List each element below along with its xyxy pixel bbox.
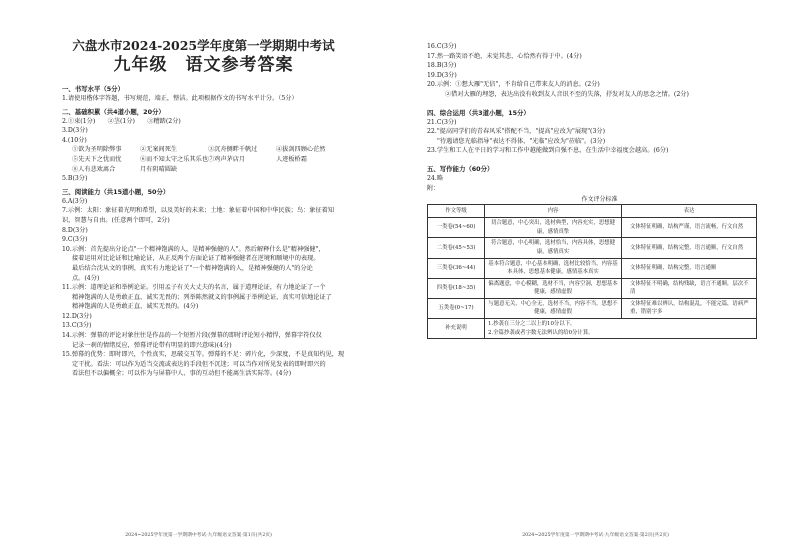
answer-3: 3.D(3分) xyxy=(62,127,88,135)
poem-item: 月有阴晴圆缺 xyxy=(140,165,178,173)
answer-15-cont: 看法但不以偏概全；可以作为与屏幕中人、事的互动但不能离生活实际等。(4分) xyxy=(72,370,292,378)
table-row xyxy=(428,278,757,298)
section-application: 四、综合运用（共3道小题，15分） xyxy=(427,108,530,117)
grade-cell: 三类卷(36~44) xyxy=(428,258,485,278)
answer-2: 2.①束(1分) ②茎(1分) ③糟踏(2分) xyxy=(62,117,181,125)
answer-10-cont: 最后结合沈从文的事例，真实有力地论证了"一个精神饱满的人，是精神强健的人"的分论 xyxy=(72,264,313,272)
table-row xyxy=(428,298,757,318)
answer-5: 5.B(3分) xyxy=(62,175,88,183)
answer-17: 17.然一路笑语不绝，未觉其悲，心恰然有得于中。(4分) xyxy=(427,52,582,60)
section-basics: 二、基础积累（共4道小题，20分） xyxy=(62,107,165,116)
content-cell: 符合题意，中心明确，选材恰当，内容具体，思想健康，感情真实 xyxy=(485,238,622,258)
column-header: 表达 xyxy=(622,205,757,218)
answer-1: 1.请使用楷体字答题，书写规范，端正，整洁。此项根据作文的书写水平计分。（5分） xyxy=(62,95,298,102)
column-header: 作文等级 xyxy=(428,205,485,218)
answer-18: 18.B(3分) xyxy=(427,62,457,70)
answer-11-cont: 精神饱满的人是勇敢正直、诚实无畏的；列举陈然就义的事例属于举例论证，真实可信地论证了 xyxy=(72,293,332,301)
answer-9: 9.C(3分) xyxy=(62,236,88,244)
poem-item: 人迹板桥霜 xyxy=(276,155,307,163)
answer-4: 4.(10分) xyxy=(62,136,87,144)
section-reading: 三、阅读能力（共15道小题，50分） xyxy=(62,187,170,196)
answer-20-cont: ②借对大雁的埋怨，表达出没有收到友人音讯不至的失落，抒发对友人的思念之情。(2分) xyxy=(445,90,689,98)
table-row xyxy=(428,218,757,238)
exam-title: 六盘水市2024-2025学年度第一学期期中考试 xyxy=(72,38,335,53)
answer-15: 15.弹幕的优势：即时即兴，个性真实，思破交互等。弹幕的不足：碎片化，少深度，不是真知灼见，现 xyxy=(62,351,345,359)
appendix-label: 附： xyxy=(427,184,440,192)
answer-11-cont: 精神饱满的人是勇敢正直、诚实无畏的。(4分) xyxy=(72,303,199,311)
poem-item: ③沉舟侧畔千帆过 xyxy=(208,146,258,154)
note-line: 1.抄袭在三分之二以上的10分以下。 xyxy=(488,321,576,328)
table-note-row xyxy=(428,319,757,339)
answer-title: 九年级 语文参考答案 xyxy=(113,55,294,75)
answer-12: 12.D(3分) xyxy=(62,312,92,320)
answer-14-cont: 记录一刹的情绪反应，弹幕评论带有明显的即兴意味)(4分) xyxy=(72,341,232,349)
poem-item: ⑥而不知太守之乐其乐也 xyxy=(140,155,209,163)
table-row xyxy=(428,238,757,258)
poem-item: ①欲为圣明除弊事 xyxy=(72,146,122,154)
poem-row-2 xyxy=(62,155,375,165)
poem-item: ⑦鸡声茅店月 xyxy=(208,155,246,163)
answer-10-cont: 接着运用对比论证和比喻论证，从正反两个方面论证了精神强健者在逆境和顺境中的表现。 xyxy=(72,255,320,263)
section-writing: 五、写作能力（60分） xyxy=(427,164,494,173)
answer-13: 13.C(3分) xyxy=(62,322,92,330)
expression-cell: 文体特征明确，结构完整，语言通顺，行文自然 xyxy=(622,238,757,258)
answer-7: 7.示例：太阳：象征着光明和希望，以及美好的未来；土地：象征着中国和中华民族；鸟：象征着知 xyxy=(62,207,334,215)
poem-item: ⑤先天下之忧而忧 xyxy=(72,155,122,163)
answer-15-cont: 定干扰。看法：可以作为适当交流或表达的手段但不沉迷；可以当作对所见发表的即时即兴的 xyxy=(72,360,326,368)
poem-item: ④拔剑四顾心茫然 xyxy=(276,146,326,154)
answer-page-2 xyxy=(397,0,794,550)
answer-22-cont: "待遇请您光临指导"表达不得体，"光临"应改为"莅临"。(3分) xyxy=(437,137,606,145)
answer-20: 20.示例：①想大雁"无信"，不肯给自己带来友人的消息。(2分) xyxy=(427,81,600,89)
column-header: 内容 xyxy=(485,205,622,218)
poem-item: ②无案间死生 xyxy=(140,146,178,154)
answer-21: 21.C(3分) xyxy=(427,118,457,126)
content-cell: 基本符合题意，中心基本明确，选材比较恰当，内容基本具体，思想基本健康，感情基本真实 xyxy=(485,258,622,278)
expression-cell: 文体特征不明确，结构残缺，语言不通顺，层次不清 xyxy=(622,278,757,298)
grade-cell: 五类卷(0~17) xyxy=(428,298,485,318)
poem-row-1 xyxy=(62,145,375,155)
answer-10: 10.示例：首先提出分论点"一个精神饱满的人，是精神强健的人"。然后解释什么是"精神强健"， xyxy=(62,245,325,253)
answer-19: 19.D(3分) xyxy=(427,71,457,79)
answer-6: 6.A(3分) xyxy=(62,197,88,205)
grade-cell: 四类卷(18~35) xyxy=(428,278,485,298)
expression-cell: 文体特征明确，结构严谨，语言流畅，行文自然 xyxy=(622,218,757,238)
poem-row-3 xyxy=(62,165,375,175)
table-row xyxy=(428,258,757,278)
expression-cell: 文体特征难以辨认，结构混乱，不能完篇，语病严重，错别字多 xyxy=(622,298,757,318)
answer-24: 24.略 xyxy=(427,174,444,182)
answer-10-cont: 点。(4分) xyxy=(72,274,100,282)
content-cell: 切合题意，中心突出，选材典型，内容充实，思想健康，感情真挚 xyxy=(485,218,622,238)
answer-11: 11.示例：道理论证和举例论证。引用孟子有关大丈夫的名言，属于道理论证，有力地论证了一个 xyxy=(62,284,326,292)
table-header-row xyxy=(428,205,757,218)
section-handwriting: 一、书写水平（5分） xyxy=(62,85,124,93)
note-line: 2.全篇抄袭或者字数无法辨认的给0分计算。 xyxy=(488,329,594,336)
page-footer: 2024~2025学年度第一学期期中考试·九年级语文答案·第2页(共2页) xyxy=(522,533,669,538)
note-label: 补充说明 xyxy=(428,319,485,339)
table-caption: 作文评分标准 xyxy=(581,196,618,204)
answer-7-cont: 识，智慧与自由。(任意两个即可，2分) xyxy=(62,216,170,224)
poem-item: ⑧人有悲欢离合 xyxy=(72,165,116,173)
essay-scoring-table xyxy=(427,204,757,339)
note-cell xyxy=(485,319,757,339)
answer-8: 8.D(3分) xyxy=(62,226,88,234)
content-cell: 与题意无关，中心全无，选材不当，内容不当，思想不健康，感情虚假 xyxy=(485,298,622,318)
answer-16: 16.C(3分) xyxy=(427,43,457,50)
expression-cell: 文体特征明确，结构完整，语言通顺 xyxy=(622,258,757,278)
grade-cell: 一类卷(54~60) xyxy=(428,218,485,238)
answer-23: 23.学生和工人在平日的学习和工作中越能做到自强不息，在生活中幸福度会越高。(6分) xyxy=(427,147,669,155)
content-cell: 偏离题意，中心模糊，选材不当，内容空洞，思想基本健康，感情虚假 xyxy=(485,278,622,298)
grade-cell: 二类卷(45~53) xyxy=(428,238,485,258)
answer-22: 22."提高同学们的青春风采"搭配不当，"提高"应改为"展现"(3分) xyxy=(427,128,605,136)
page-footer: 2024~2025学年度第一学期期中考试·九年级语文答案·第1页(共2页) xyxy=(125,533,272,538)
answer-14: 14.示例：弹幕的评论对象往往是作品的一个短暂片段(弹幕的即时评论短小精悍，弹幕字符仅仅 xyxy=(62,332,322,340)
